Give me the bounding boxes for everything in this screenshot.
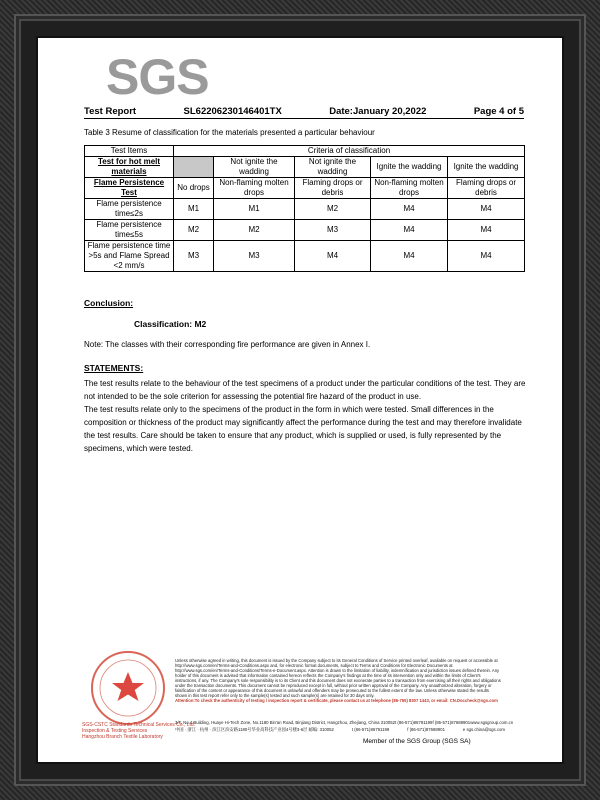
flame-persistence-test-label: Flame Persistence Test <box>85 178 174 199</box>
class-cell: M4 <box>371 220 448 241</box>
phone-number: t (86-571)86791199 <box>351 727 390 732</box>
drop-cell: No drops <box>174 178 214 199</box>
drop-cell: Non-flaming molten drops <box>371 178 448 199</box>
hot-melt-row <box>85 157 525 178</box>
statements-body <box>84 377 529 455</box>
criteria-cell: Ignite the wadding <box>448 157 525 178</box>
drop-cell: Non-flaming molten drops <box>214 178 295 199</box>
class-cell: M3 <box>295 220 371 241</box>
hot-melt-test-label: Test for hot melt materials <box>85 157 174 178</box>
class-cell: M4 <box>448 220 525 241</box>
table-row <box>85 199 525 220</box>
criteria-cell: Not ignite the wadding <box>214 157 295 178</box>
terms-text: Unless otherwise agreed in writing, this document is issued by the Company subject to its General Conditions of Service printed overleaf, available on request or accessible at http://www.sgs.com/en/Terms-and-Conditions.aspx and, for electronic format documents, subject to Terms and Conditions for Electronic Documents at http://www.sgs.com/en/Terms-and-Conditions/Terms-e-Document.aspx. Attention is drawn to the limitation of liability, indemnification and jurisdiction issues defined therein. Any holder of this document is advised that information contained hereon reflects the Company's findings at the time of its intervention only and within the limits of Client's instructions, if any. The Company's sole responsibility is to its Client and this document does not exonerate parties to a transaction from exercising all their rights and obligations under the transaction documents. This document cannot be reproduced except in full, without prior written approval of the Company. Any unauthorized alteration, forgery or falsification of the content or appearance of this document is unlawful and offenders may be prosecuted to the fullest extent of the law. Unless otherwise stated the results shown in this test report refer only to the sample(s) tested and such sample(s) are retained for 30 days only. <box>175 658 501 698</box>
table-row <box>85 220 525 241</box>
class-cell: M2 <box>174 220 214 241</box>
sgs-logo: SGS <box>106 49 209 105</box>
empty-shaded-cell <box>174 157 214 178</box>
test-items-header: Test Items <box>85 146 174 157</box>
row-label: Flame persistence time >5s and Flame Spread <2 mm/s <box>85 241 174 272</box>
address-line-cn <box>175 727 505 733</box>
email: e sgs.china@sgs.com <box>462 727 505 732</box>
criteria-cell: Ignite the wadding <box>371 157 448 178</box>
stamp-lab-name: Hangzhou Branch Textile Laboratory <box>82 734 163 740</box>
report-label: Test Report <box>84 106 137 117</box>
class-cell: M4 <box>371 199 448 220</box>
drop-cell: Flaming drops or debris <box>448 178 525 199</box>
address-text: 中国 · 浙江 · 杭州 · 滨江区滨安路1180号华业高科技产业园4号楼3-6层 邮编: 310052 <box>175 727 334 732</box>
table-row <box>85 241 525 272</box>
phone-number: t (86-571)86791199 <box>395 720 433 725</box>
class-cell: M3 <box>174 241 214 272</box>
statement-paragraph: The test results relate to the behaviour of the test specimens of a product under the particular conditions of the test. They are not intended to be the sole criterion for assessing the potential fire hazard of the product in use. <box>84 379 526 401</box>
table-header-row <box>85 146 525 157</box>
class-cell: M1 <box>214 199 295 220</box>
criteria-header: Criteria of classification <box>174 146 525 157</box>
report-page <box>38 38 562 762</box>
classification-result: Classification: M2 <box>134 319 207 329</box>
stamp-service-name: Inspection & Testing Services <box>82 728 148 734</box>
classification-table <box>84 145 525 272</box>
class-cell: M3 <box>214 241 295 272</box>
class-cell: M4 <box>371 241 448 272</box>
drop-cell: Flaming drops or debris <box>295 178 371 199</box>
row-label: Flame persistence time≤2s <box>85 199 174 220</box>
company-seal-stamp <box>88 648 168 728</box>
conclusion-title: Conclusion: <box>84 298 134 308</box>
report-date: Date:January 20,2022 <box>329 106 427 117</box>
terms-fine-print <box>175 658 501 703</box>
address-line-en <box>175 720 514 725</box>
class-cell: M1 <box>174 199 214 220</box>
stamp-company-name: SGS-CSTC Standards Technical Services Co., Ltd. <box>82 722 196 728</box>
authenticity-notice: Attention:To check the authenticity of testing / inspection report & certificate, please contact us at telephone (86-755) 8307 1443, or email: CN.Doccheck@sgs.com <box>175 698 498 703</box>
fax-number: f (86-571)87688901 <box>432 720 471 725</box>
table-caption: Table 3 Resume of classification for the materials presented a particular behaviour <box>84 128 375 137</box>
class-cell: M2 <box>295 199 371 220</box>
class-cell: M4 <box>448 199 525 220</box>
page-number: Page 4 of 5 <box>473 106 524 117</box>
class-cell: M2 <box>214 220 295 241</box>
header-divider <box>84 118 524 119</box>
report-header <box>84 106 524 117</box>
address-text: 3/F, No.4 Building, Huaye Hi-Tech Zone, No.1180 Bin'an Road, Binjiang District, Hangzhou, Zhejiang, China 310052 <box>175 720 396 725</box>
statements-title: STATEMENTS: <box>84 363 144 373</box>
sgs-member-text: Member of the SGS Group (SGS SA) <box>363 738 471 745</box>
class-cell: M4 <box>295 241 371 272</box>
class-cell: M4 <box>448 241 525 272</box>
criteria-cell: Not ignite the wadding <box>295 157 371 178</box>
persistence-row <box>85 178 525 199</box>
website: www.sgsgroup.com.cn <box>470 720 514 725</box>
report-number: SL62206230146401TX <box>183 106 282 117</box>
fax-number: f (86-571)87688901 <box>407 727 445 732</box>
classification-note: Note: The classes with their corresponding fire performance are given in Annex I. <box>84 340 371 349</box>
row-label: Flame persistence time≤5s <box>85 220 174 241</box>
statement-paragraph: The test results relate only to the specimens of the product in the form in which were tested. Small differences in the composition or thickness of the product may significantly affect the performance during the test and may therefore invalidate the test results. Care should be taken to ensure that any product, which is supplied or used, is fully represented by the specimens, which were tested. <box>84 405 522 453</box>
